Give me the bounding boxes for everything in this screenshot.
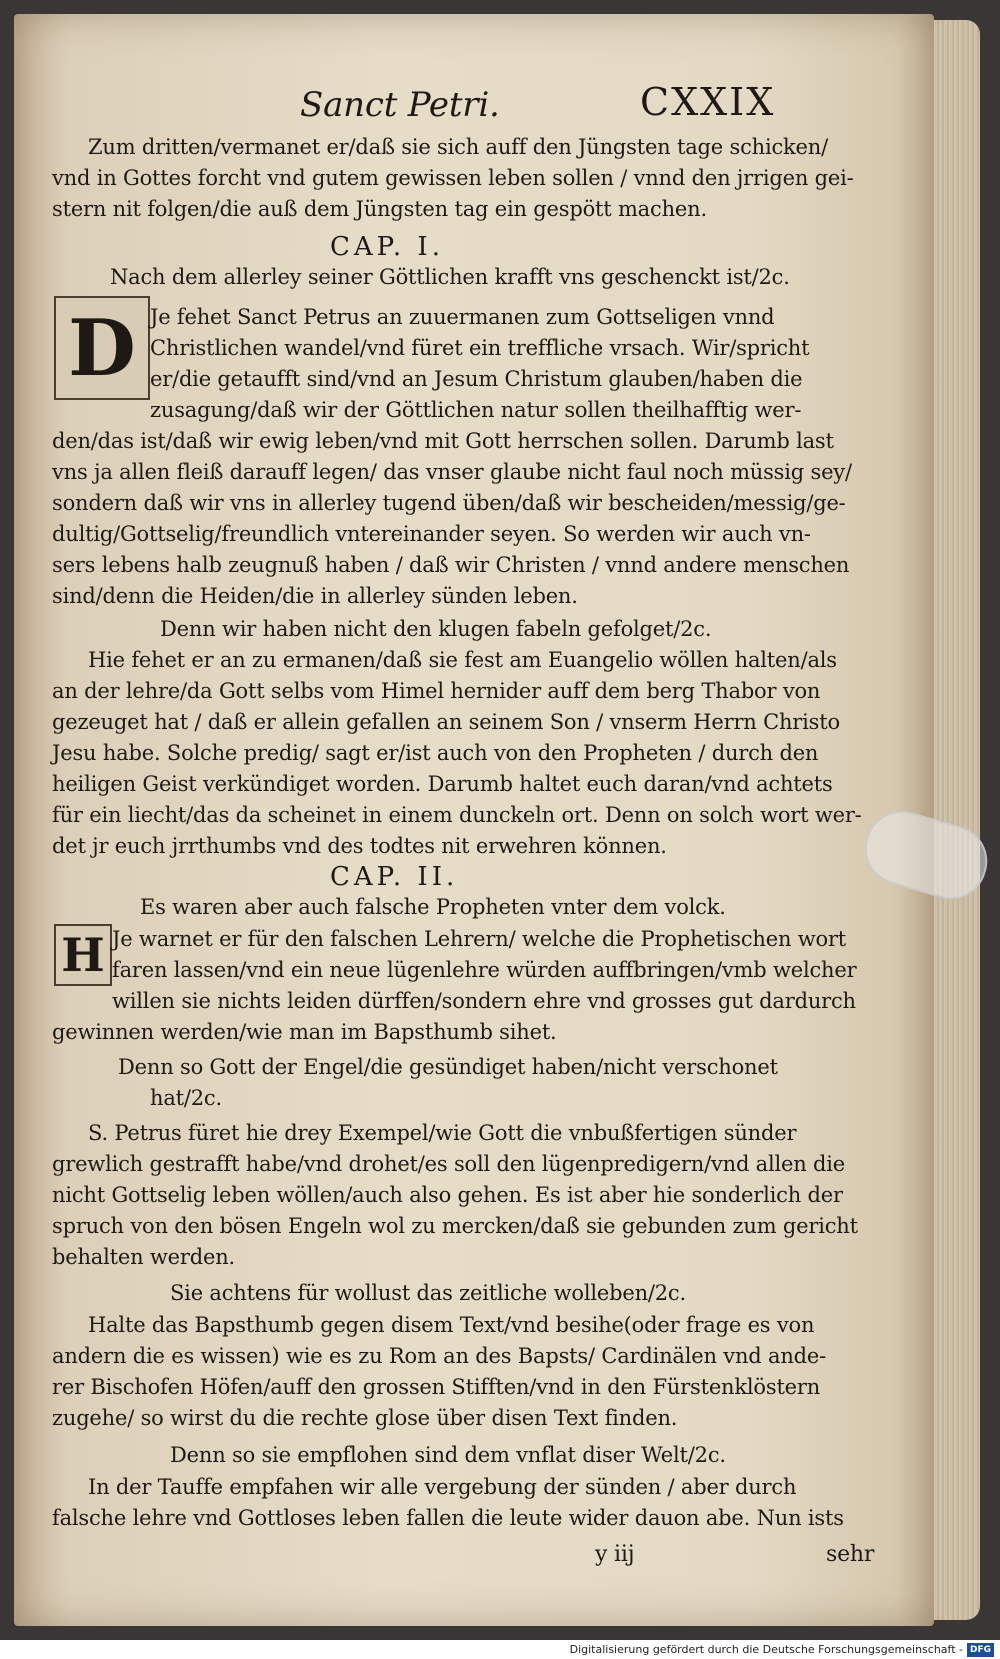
chapter-lemma: Denn so sie empflohen sind dem vnflat diser Welt/2c.: [170, 1443, 726, 1467]
text-line: In der Tauffe empfahen wir alle vergebung der sünden / aber durch: [88, 1475, 797, 1499]
text-line: für ein liecht/das da scheinet in einem dunckeln ort. Denn on solch wort wer-: [52, 803, 862, 827]
text-line: Hie fehet er an zu ermanen/daß sie fest am Euangelio wöllen halten/als: [88, 648, 837, 672]
text-line: Je fehet Sanct Petrus an zuuermanen zum Gottseligen vnnd: [150, 305, 775, 329]
text-line: rer Bischofen Höfen/auff den grossen Stifften/vnd in den Fürstenklöstern: [52, 1375, 821, 1399]
footer-text: Digitalisierung gefördert durch die Deutsche Forschungsgemeinschaft -: [569, 1643, 963, 1656]
chapter-heading: CAP. I.: [330, 232, 444, 262]
catchword: sehr: [826, 1542, 875, 1567]
text-line: den/das ist/daß wir ewig leben/vnd mit Gott herrschen sollen. Darumb last: [52, 429, 834, 453]
text-line: spruch von den bösen Engeln wol zu mercken/daß sie gebunden zum gericht: [52, 1214, 858, 1238]
chapter-lemma: Es waren aber auch falsche Propheten vnter dem volck.: [140, 895, 726, 919]
text-line: zugehe/ so wirst du die rechte glose über disen Text finden.: [52, 1406, 678, 1430]
chapter-lemma: hat/2c.: [150, 1086, 222, 1110]
text-line: sondern daß wir vns in allerley tugend üben/daß wir bescheiden/messig/ge-: [52, 491, 846, 515]
folio-number: CXXIX: [640, 80, 776, 124]
text-line: det jr euch jrrthumbs vnd des todtes nit erwehren können.: [52, 834, 667, 858]
text-line: Halte das Bapsthumb gegen disem Text/vnd besihe(oder frage es von: [88, 1313, 815, 1337]
text-line: stern nit folgen/die auß dem Jüngsten tag ein gespött machen.: [52, 197, 707, 221]
text-line: andern die es wissen) wie es zu Rom an des Bapsts/ Cardinälen vnd ande-: [52, 1344, 827, 1368]
text-line: vns ja allen fleiß darauff legen/ das vnser glaube nicht faul noch müssig sey/: [52, 460, 852, 484]
text-line: Zum dritten/vermanet er/daß sie sich auff den Jüngsten tage schicken/: [88, 135, 828, 159]
text-line: behalten werden.: [52, 1245, 236, 1269]
decorated-initial: D: [54, 296, 150, 400]
chapter-lemma: Denn so Gott der Engel/die gesündiget haben/nicht verschonet: [118, 1055, 778, 1079]
text-line: falsche lehre vnd Gottloses leben fallen die leute wider dauon abe. Nun ists: [52, 1506, 844, 1530]
text-line: faren lassen/vnd ein neue lügenlehre würden auffbringen/vmb welcher: [112, 958, 857, 982]
text-line: gezeuget hat / daß er allein gefallen an seinem Son / vnserm Herrn Christo: [52, 710, 840, 734]
text-line: Jesu habe. Solche predig/ sagt er/ist auch von den Propheten / durch den: [52, 741, 819, 765]
text-line: zusagung/daß wir der Göttlichen natur sollen theilhafftig wer-: [150, 398, 802, 422]
text-line: heiligen Geist verkündiget worden. Darumb haltet euch daran/vnd achtets: [52, 772, 833, 796]
chapter-lemma: Sie achtens für wollust das zeitliche wolleben/2c.: [170, 1281, 686, 1305]
text-line: willen sie nichts leiden dürffen/sondern ehre vnd grosses gut dardurch: [112, 989, 856, 1013]
digitization-footer: [0, 1640, 1000, 1659]
decorated-initial: H: [54, 924, 112, 986]
text-line: vnd in Gottes forcht vnd gutem gewissen leben sollen / vnnd den jrrigen gei-: [52, 166, 854, 190]
text-line: S. Petrus füret hie drey Exempel/wie Gott die vnbußfertigen sünder: [88, 1121, 797, 1145]
text-line: dultig/Gottselig/freundlich vntereinander seyen. So werden wir auch vn-: [52, 522, 811, 546]
text-line: Christlichen wandel/vnd füret ein treffliche vrsach. Wir/spricht: [150, 336, 810, 360]
text-line: Je warnet er für den falschen Lehrern/ welche die Prophetischen wort: [112, 927, 847, 951]
chapter-lemma: Nach dem allerley seiner Göttlichen krafft vns geschenckt ist/2c.: [110, 265, 790, 289]
text-line: an der lehre/da Gott selbs vom Himel hernider auff dem berg Thabor von: [52, 679, 821, 703]
text-line: er/die getaufft sind/vnd an Jesum Christum glauben/haben die: [150, 367, 803, 391]
chapter-heading: CAP. II.: [330, 862, 459, 892]
running-title: Sanct Petri.: [300, 85, 500, 125]
text-line: nicht Gottselig leben wöllen/auch also gehen. Es ist aber hie sonderlich der: [52, 1183, 843, 1207]
signature-mark: y iij: [595, 1542, 635, 1567]
text-line: gewinnen werden/wie man im Bapsthumb sihet.: [52, 1020, 557, 1044]
text-line: grewlich gestrafft habe/vnd drohet/es soll den lügenpredigern/vnd allen die: [52, 1152, 846, 1176]
chapter-lemma: Denn wir haben nicht den klugen fabeln gefolget/2c.: [160, 617, 712, 641]
text-line: sers lebens halb zeugnuß haben / daß wir Christen / vnnd andere menschen: [52, 553, 850, 577]
dfg-logo: DFG: [967, 1643, 994, 1657]
text-line: sind/denn die Heiden/die in allerley sünden leben.: [52, 584, 578, 608]
